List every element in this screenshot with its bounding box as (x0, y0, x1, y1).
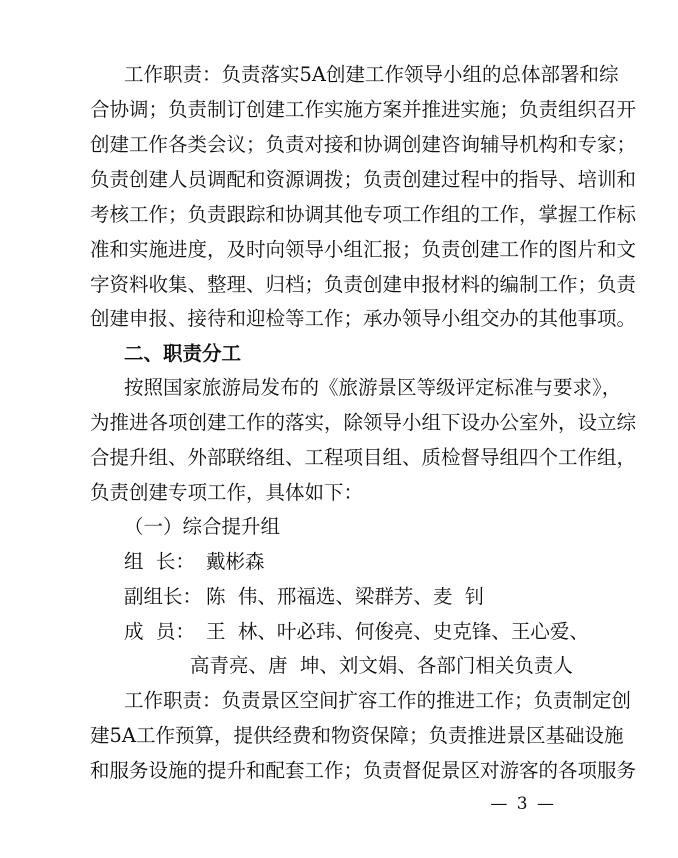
duties-1-line-1: 工作职责：负责落实5A创建工作领导小组的总体部署和综 (124, 63, 619, 86)
intro-line-3: 合提升组、外部联络组、工程项目组、质检督导组四个工作组， (90, 446, 637, 469)
duties-1-line-5: 考核工作；负责跟踪和协调其他专项工作组的工作，掌握工作标 (90, 203, 637, 226)
leader-value: 戴彬森 (206, 550, 265, 573)
members-label: 成 员： (124, 620, 195, 643)
section-heading: 二、职责分工 (124, 342, 242, 365)
duties-1-line-4: 负责创建人员调配和资源调拨；负责创建过程中的指导、培训和 (90, 168, 637, 191)
deputy-value: 陈 伟、邢福选、梁群芳、麦 钊 (206, 585, 485, 608)
duties-2-line-2: 建5A工作预算，提供经费和物资保障；负责推进景区基础设施 (90, 724, 624, 747)
duties-1-line-3: 创建工作各类会议；负责对接和协调创建咨询辅导机构和专家； (90, 133, 637, 156)
deputy-label: 副组长： (124, 585, 203, 608)
page-number: — 3 — (490, 794, 556, 814)
leader-label: 组 长： (124, 550, 195, 573)
duties-1-line-2: 合协调；负责制订创建工作实施方案并推进实施；负责组织召开 (90, 98, 637, 121)
members-value-line-1: 王 林、叶必玮、何俊亮、史克锋、王心爱、 (206, 620, 589, 643)
duties-1-line-6: 准和实施进度，及时向领导小组汇报；负责创建工作的图片和文 (90, 238, 637, 261)
intro-line-2: 为推进各项创建工作的落实，除领导小组下设办公室外，设立综 (90, 411, 637, 434)
duties-2-line-1: 工作职责：负责景区空间扩容工作的推进工作；负责制定创 (124, 689, 632, 712)
duties-2-line-3: 和服务设施的提升和配套工作；负责督促景区对游客的各项服务 (90, 759, 637, 782)
intro-line-1: 按照国家旅游局发布的《旅游景区等级评定标准与要求》， (124, 376, 622, 399)
duties-1-line-8: 创建申报、接待和迎检等工作；承办领导小组交办的其他事项。 (90, 307, 637, 330)
intro-line-4: 负责创建专项工作，具体如下： (90, 481, 364, 504)
members-value-line-2: 高青亮、唐 坤、刘文娟、各部门相关负责人 (190, 654, 573, 677)
duties-1-line-7: 字资料收集、整理、归档；负责创建申报材料的编制工作；负责 (90, 273, 637, 296)
subsection-heading: （一）综合提升组 (124, 515, 281, 538)
